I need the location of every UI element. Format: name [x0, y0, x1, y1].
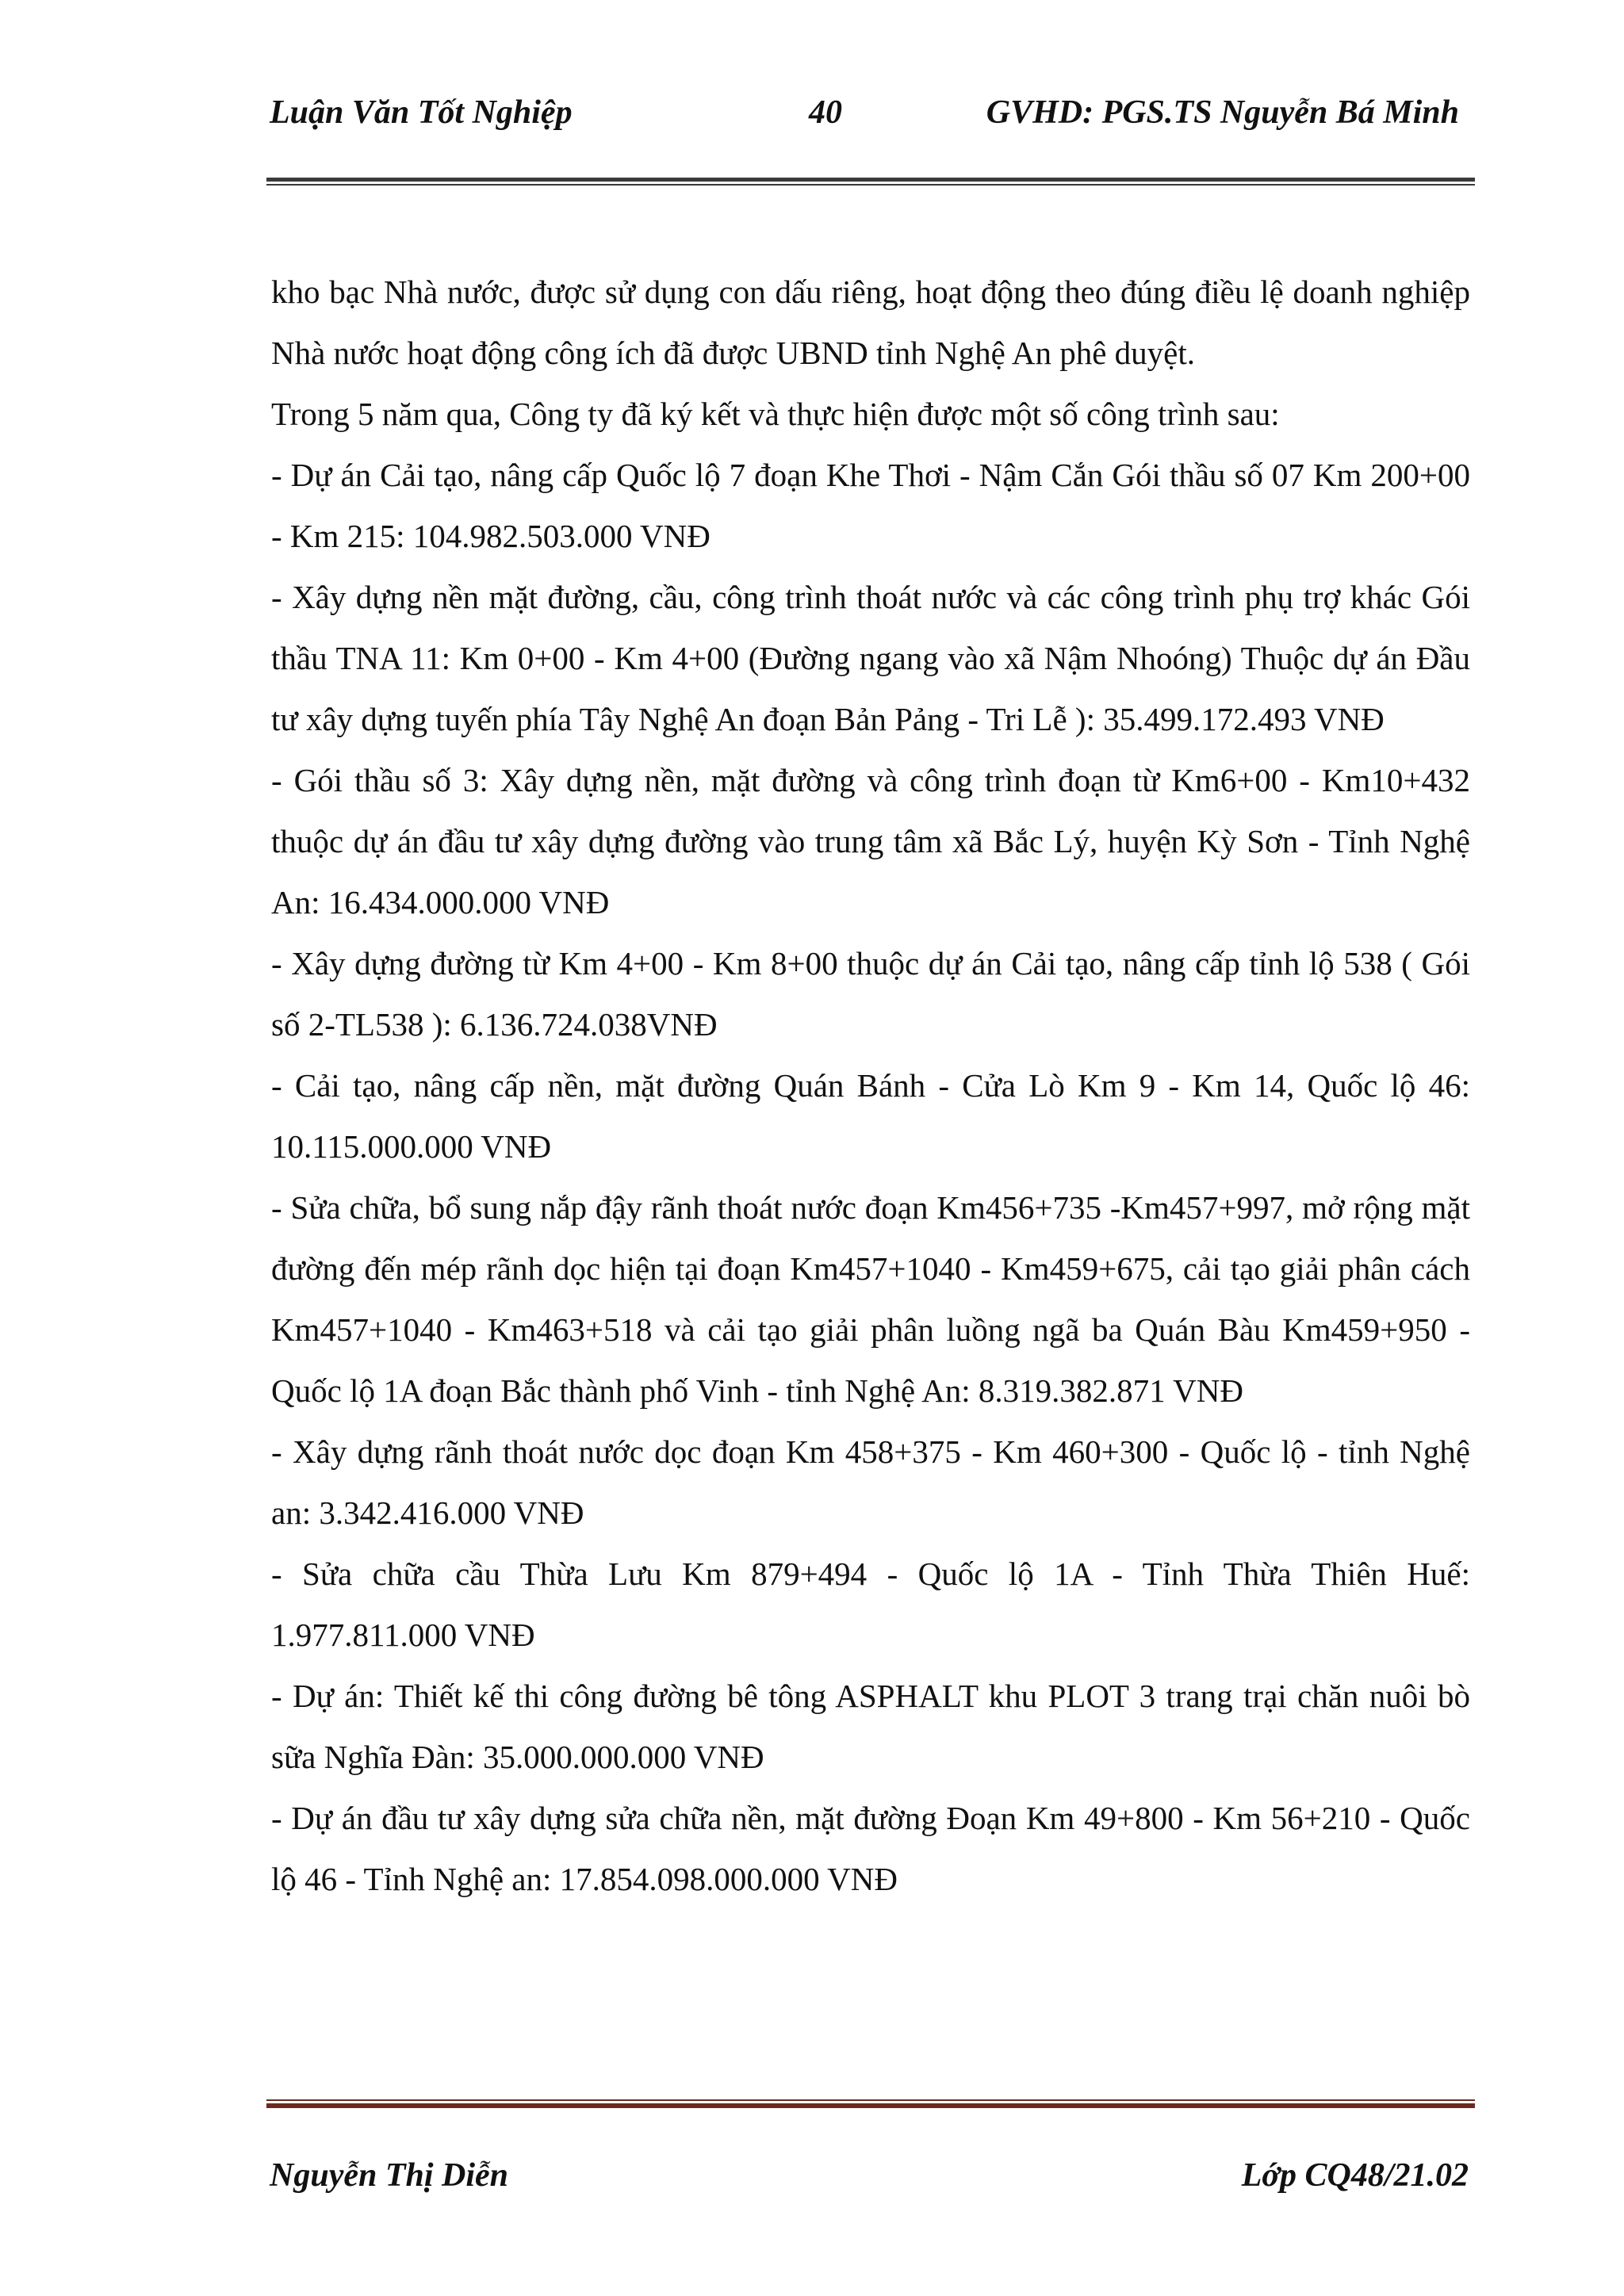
page-footer	[270, 2156, 1469, 2204]
author-name: Nguyễn Thị Diễn	[270, 2157, 509, 2194]
project-item: - Dự án Cải tạo, nâng cấp Quốc lộ 7 đoạn Khe Thơi - Nậm Cắn Gói thầu số 07 Km 200+00 - Km 215: 104.982.503.000 VNĐ	[271, 457, 1470, 554]
project-item: - Gói thầu số 3: Xây dựng nền, mặt đường và công trình đoạn từ Km6+00 - Km10+432 thuộc dự án đầu tư xây dựng đường vào trung tâm xã Bắc Lý, huyện Kỳ Sơn - Tỉnh Nghệ An: 16.434.000.000 VNĐ	[271, 762, 1470, 920]
page-header	[270, 94, 1459, 149]
paragraph: Trong 5 năm qua, Công ty đã ký kết và thực hiện được một số công trình sau:	[271, 396, 1280, 432]
document-body	[271, 262, 1470, 1910]
project-item: - Dự án đầu tư xây dựng sửa chữa nền, mặt đường Đoạn Km 49+800 - Km 56+210 - Quốc lộ 46 - Tỉnh Nghệ an: 17.854.098.000.000 VNĐ	[271, 1800, 1470, 1897]
thesis-title: Luận Văn Tốt Nghiệp	[270, 94, 573, 131]
project-item: - Dự án: Thiết kế thi công đường bê tông ASPHALT khu PLOT 3 trang trại chăn nuôi bò sữa Nghĩa Đàn: 35.000.000.000 VNĐ	[271, 1678, 1470, 1775]
project-item: - Sửa chữa, bổ sung nắp đậy rãnh thoát nước đoạn Km456+735 -Km457+997, mở rộng mặt đường đến mép rãnh dọc hiện tại đoạn Km457+1040 - Km459+675, cải tạo giải phân cách Km457+1040 - Km463+518 và cải tạo giải phân luồng ngã ba Quán Bàu Km459+950 - Quốc lộ 1A đoạn Bắc thành phố Vinh - tỉnh Nghệ An: 8.319.382.871 VNĐ	[271, 1189, 1470, 1409]
footer-divider	[266, 2099, 1475, 2108]
class-code: Lớp CQ48/21.02	[1241, 2157, 1469, 2194]
project-item: - Sửa chữa cầu Thừa Lưu Km 879+494 - Quốc lộ 1A - Tỉnh Thừa Thiên Huế: 1.977.811.000 VNĐ	[271, 1556, 1470, 1653]
project-item: - Xây dựng rãnh thoát nước dọc đoạn Km 458+375 - Km 460+300 - Quốc lộ - tỉnh Nghệ an: 3.342.416.000 VNĐ	[271, 1433, 1470, 1531]
project-item: - Xây dựng đường từ Km 4+00 - Km 8+00 thuộc dự án Cải tạo, nâng cấp tỉnh lộ 538 ( Gói số 2-TL538 ): 6.136.724.038VNĐ	[271, 945, 1470, 1043]
header-divider	[266, 178, 1475, 186]
project-item: - Cải tạo, nâng cấp nền, mặt đường Quán Bánh - Cửa Lò Km 9 - Km 14, Quốc lộ 46: 10.115.000.000 VNĐ	[271, 1067, 1470, 1165]
paragraph: kho bạc Nhà nước, được sử dụng con dấu riêng, hoạt động theo đúng điều lệ doanh nghiệp Nhà nước hoạt động công ích đã được UBND tỉnh Nghệ An phê duyệt.	[271, 274, 1470, 371]
advisor-name: GVHD: PGS.TS Nguyễn Bá Minh	[986, 94, 1459, 131]
page-number: 40	[809, 94, 842, 131]
project-item: - Xây dựng nền mặt đường, cầu, công trình thoát nước và các công trình phụ trợ khác Gói thầu TNA 11: Km 0+00 - Km 4+00 (Đường ngang vào xã Nậm Nhoóng) Thuộc dự án Đầu tư xây dựng tuyến phía Tây Nghệ An đoạn Bản Pảng - Tri Lễ ): 35.499.172.493 VNĐ	[271, 579, 1470, 737]
